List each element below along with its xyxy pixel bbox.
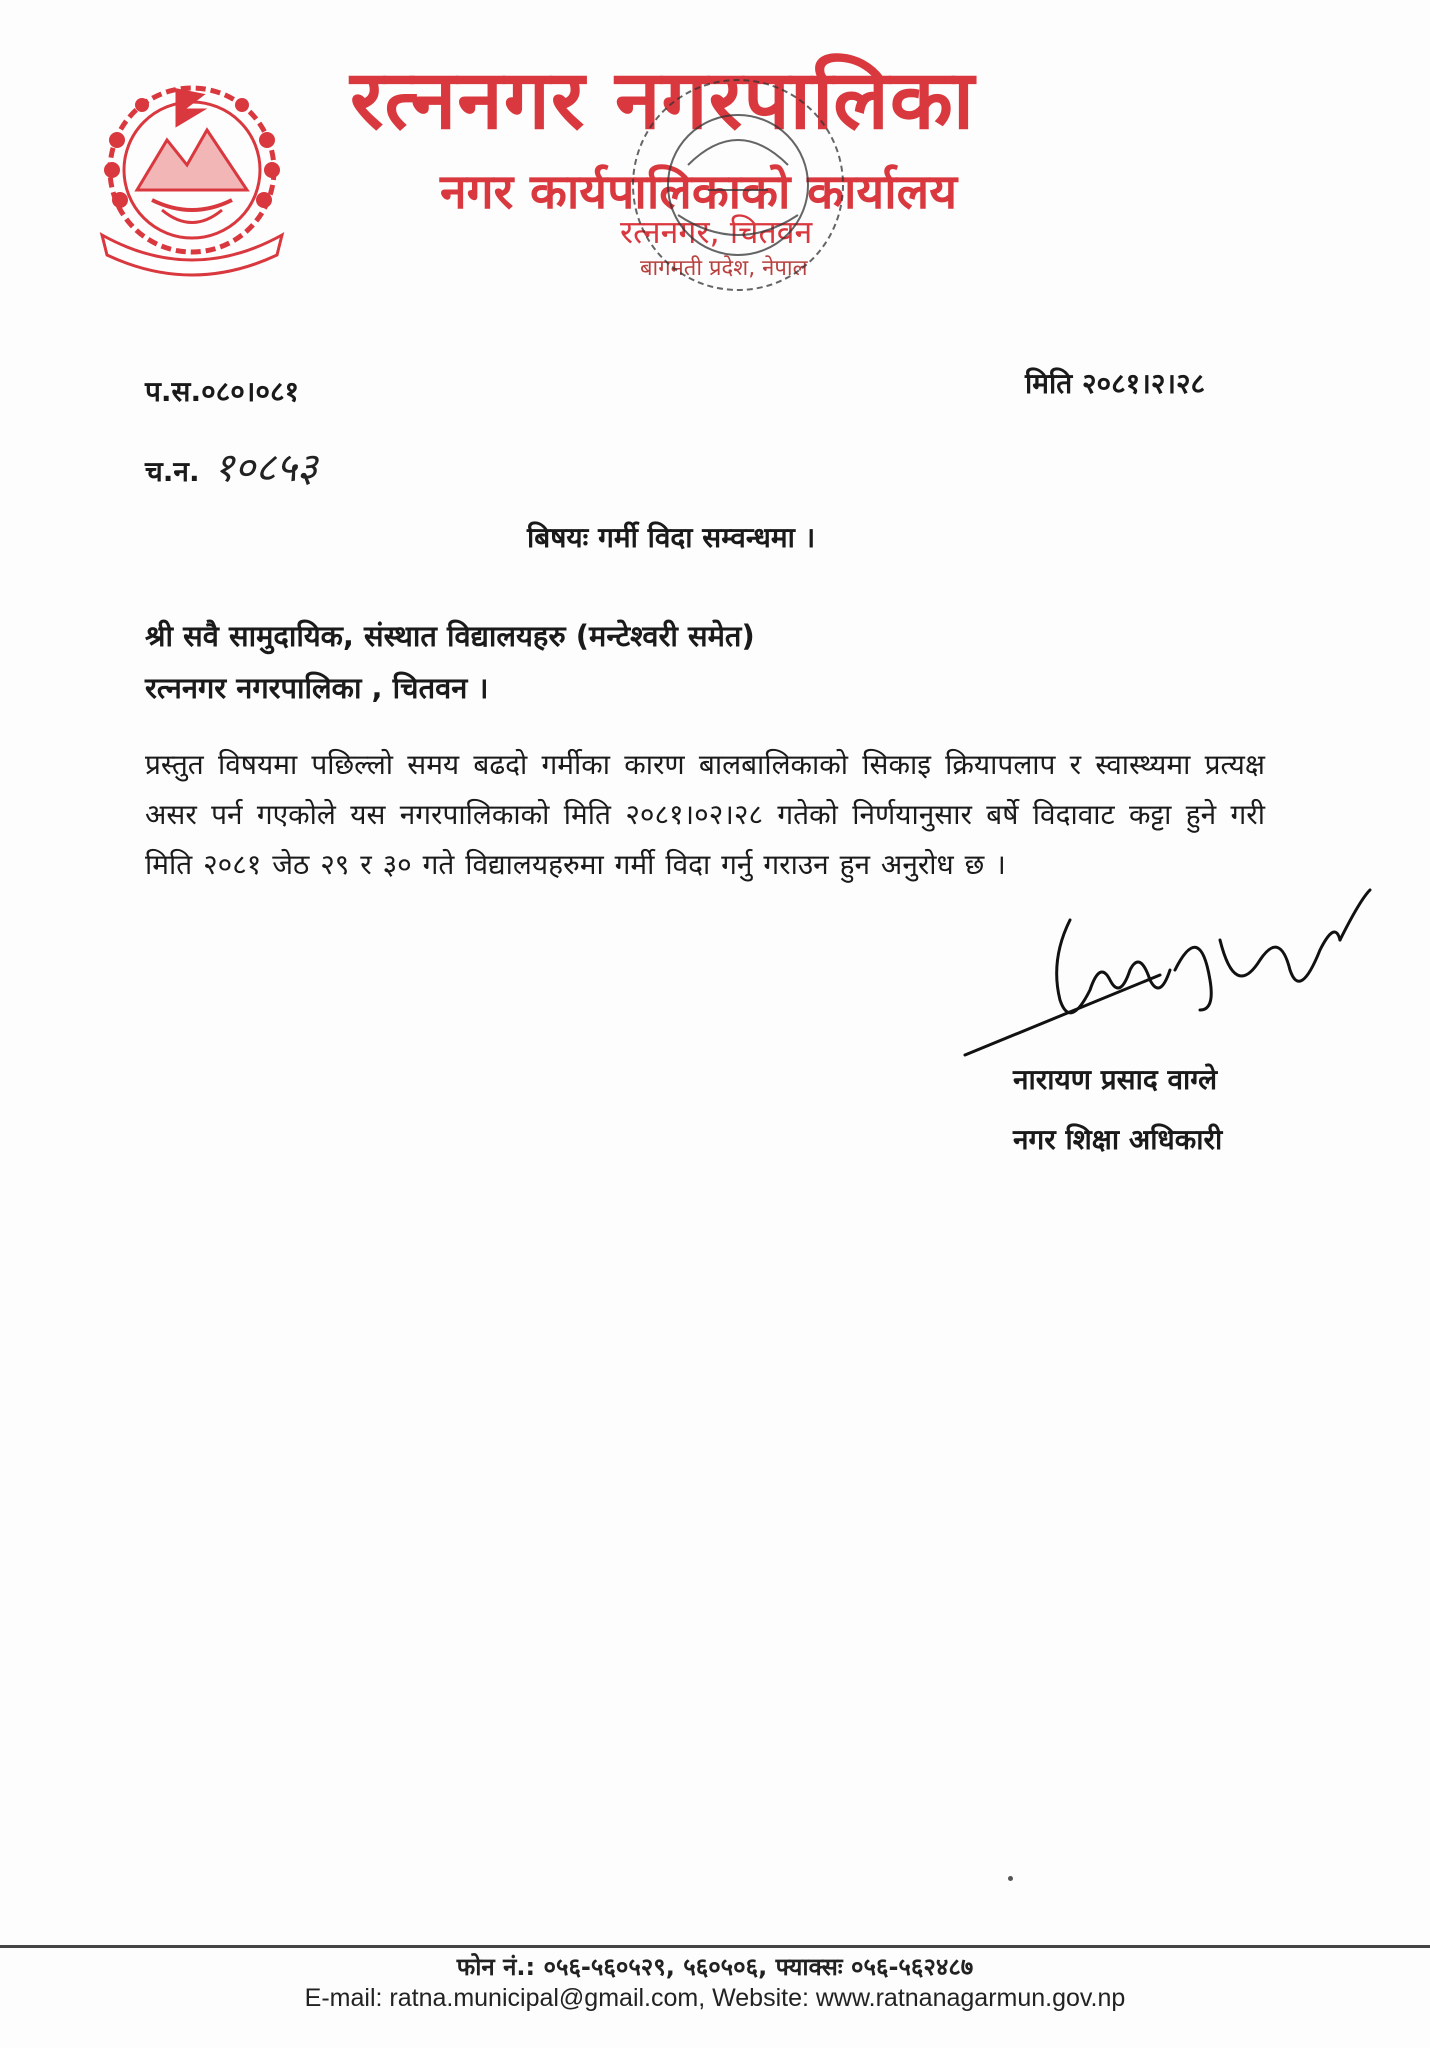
ps-label: प.स.	[145, 375, 202, 408]
letter-body: प्रस्तुत विषयमा पछिल्लो समय बढदो गर्मीका कारण बालबालिकाको सिकाइ क्रियापलाप र स्वास्थ्यमा प्रत्यक्ष असर पर्न गएकोले यस नगरपालिकाको मिति २०८१।०२।२८ गतेको निर्णयानुसार बर्षे विदावाट कट्टा हुने गरी मिति २०८१ जेठ २९ र ३० गते विद्यालयहरुमा गर्मी विदा गर्नु गराउन हुन अनुरोध छ ।	[145, 748, 1265, 881]
ps-value: ०८०।०८१	[201, 375, 300, 408]
ink-dot	[1008, 1876, 1013, 1881]
recipient-line-2: रत्ननगर नगरपालिका , चितवन ।	[145, 671, 489, 705]
recipient-line-1: श्री सवै सामुदायिक, संस्थात विद्यालयहरु (मन्टेश्वरी समेत)	[145, 619, 755, 653]
ps-reference	[145, 372, 299, 410]
date-value: २०८१।२।२८	[1081, 367, 1206, 400]
letter-date	[1025, 364, 1205, 402]
date-label: मिति	[1025, 367, 1073, 400]
signatory-name: नारायण प्रसाद वाग्ले	[1013, 1063, 1218, 1096]
cn-value: १०८५३	[213, 445, 318, 491]
footer-divider	[0, 1945, 1430, 1948]
office-address: रत्ननगर, चितवन	[620, 213, 813, 251]
office-name: रत्ननगर नगरपालिका	[350, 53, 976, 148]
footer-phone-fax: फोन नं.: ०५६-५६०५२९, ५६०५०६, फ्याक्सः ०५६-५६२४८७	[456, 1953, 974, 1981]
footer-email-website: E-mail: ratna.municipal@gmail.com, Website: www.ratnanagarmun.gov.np	[304, 1984, 1126, 2012]
office-subtitle: नगर कार्यपालिकाको कार्यालय	[440, 164, 958, 220]
nepal-emblem-icon	[82, 70, 302, 280]
official-seal-stamp-icon	[618, 55, 858, 315]
signatory-designation: नगर शिक्षा अधिकारी	[1013, 1123, 1223, 1156]
cn-reference	[145, 438, 318, 493]
cn-label: च.न.	[145, 455, 200, 488]
handwritten-signature-icon	[960, 880, 1380, 1060]
letter-subject: बिषयः गर्मी विदा सम्वन्धमा ।	[527, 521, 816, 554]
office-province: बागमती प्रदेश, नेपाल	[640, 256, 808, 281]
